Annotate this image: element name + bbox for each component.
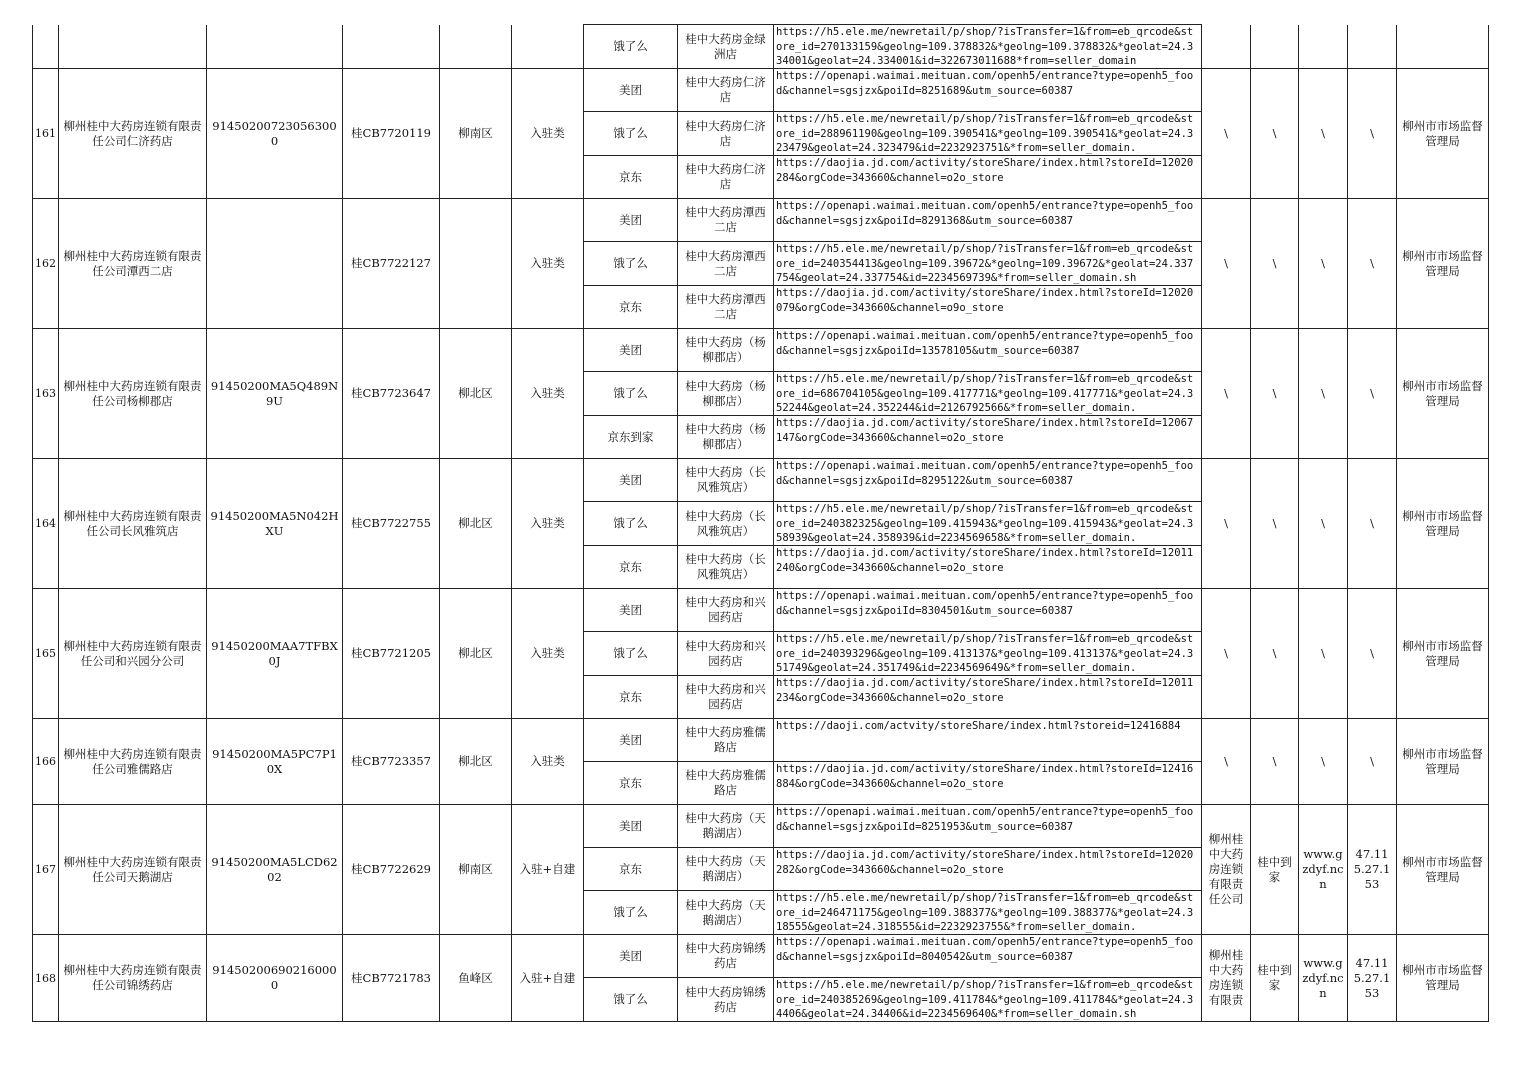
cell-license: 桂CB7722629 bbox=[343, 805, 440, 935]
cell-website-name: \ bbox=[1251, 69, 1299, 199]
cell-license: 桂CB7721205 bbox=[343, 589, 440, 719]
cell-platform: 美团 bbox=[584, 805, 678, 848]
cell-type: 入驻+自建 bbox=[512, 935, 584, 1022]
cell-shop-name: 桂中大药房仁济店 bbox=[678, 156, 774, 199]
cell-ip: \ bbox=[1348, 329, 1397, 459]
cell-shop-name: 桂中大药房锦绣药店 bbox=[678, 978, 774, 1022]
cell-url bbox=[774, 156, 1202, 199]
cell-url bbox=[774, 502, 1202, 546]
cell-credit-code: 91450200MAA7TFBX0J bbox=[207, 589, 343, 719]
cell-website-host: \ bbox=[1202, 589, 1251, 719]
cell-website-host: 柳州桂中大药房连锁有限责 bbox=[1202, 935, 1251, 1022]
cell-shop-name: 桂中大药房（杨柳郡店） bbox=[678, 372, 774, 416]
cell-company: 柳州桂中大药房连锁有限责任公司天鹅湖店 bbox=[59, 805, 207, 935]
cell-website-host: \ bbox=[1202, 329, 1251, 459]
cell-url bbox=[774, 199, 1202, 242]
cell-website-host: \ bbox=[1202, 199, 1251, 329]
cell-shop-name: 桂中大药房仁济店 bbox=[678, 69, 774, 112]
cell-company: 柳州桂中大药房连锁有限责任公司和兴园分公司 bbox=[59, 589, 207, 719]
cell-platform: 美团 bbox=[584, 719, 678, 762]
cell-domain: www.gzdyf.ncn bbox=[1299, 935, 1348, 1022]
cell-company bbox=[59, 25, 207, 69]
cell-authority: 柳州市市场监督管理局 bbox=[1397, 589, 1489, 719]
url-text: https://openapi.waimai.meituan.com/openh5/entrance?type=openh5_food&channel=sgsjzx&poiId=8291368&utm_source=60387 bbox=[776, 200, 1194, 227]
cell-type: 入驻类 bbox=[512, 329, 584, 459]
cell-type: 入驻类 bbox=[512, 199, 584, 329]
cell-url bbox=[774, 112, 1202, 156]
document-page bbox=[32, 24, 1488, 1022]
cell-type: 入驻类 bbox=[512, 69, 584, 199]
cell-url bbox=[774, 978, 1202, 1022]
cell-platform: 饿了么 bbox=[584, 25, 678, 69]
cell-shop-name: 桂中大药房雅儒路店 bbox=[678, 762, 774, 805]
cell-shop-name: 桂中大药房（杨柳郡店） bbox=[678, 416, 774, 459]
cell-company: 柳州桂中大药房连锁有限责任公司仁济药店 bbox=[59, 69, 207, 199]
cell-district bbox=[440, 25, 512, 69]
cell-license bbox=[343, 25, 440, 69]
cell-platform: 美团 bbox=[584, 589, 678, 632]
cell-authority: 柳州市市场监督管理局 bbox=[1397, 199, 1489, 329]
cell-license: 桂CB7721783 bbox=[343, 935, 440, 1022]
cell-credit-code bbox=[207, 25, 343, 69]
cell-url bbox=[774, 676, 1202, 719]
cell-district: 柳南区 bbox=[440, 69, 512, 199]
cell-credit-code: 914502007230563000 bbox=[207, 69, 343, 199]
cell-url bbox=[774, 242, 1202, 286]
cell-no: 163 bbox=[33, 329, 59, 459]
cell-no: 165 bbox=[33, 589, 59, 719]
cell-district: 柳南区 bbox=[440, 805, 512, 935]
cell-url bbox=[774, 459, 1202, 502]
cell-no: 166 bbox=[33, 719, 59, 805]
cell-ip: \ bbox=[1348, 69, 1397, 199]
cell-url bbox=[774, 372, 1202, 416]
cell-url bbox=[774, 25, 1202, 69]
cell-website-host bbox=[1202, 25, 1251, 69]
cell-shop-name: 桂中大药房（杨柳郡店） bbox=[678, 329, 774, 372]
cell-credit-code: 91450200MA5LCD6202 bbox=[207, 805, 343, 935]
cell-authority: 柳州市市场监督管理局 bbox=[1397, 69, 1489, 199]
cell-type: 入驻类 bbox=[512, 719, 584, 805]
cell-platform: 美团 bbox=[584, 935, 678, 978]
cell-no: 164 bbox=[33, 459, 59, 589]
cell-shop-name: 桂中大药房（天鹅湖店） bbox=[678, 891, 774, 935]
cell-shop-name: 桂中大药房仁济店 bbox=[678, 112, 774, 156]
cell-district: 柳北区 bbox=[440, 459, 512, 589]
cell-website-name: 桂中到家 bbox=[1251, 805, 1299, 935]
cell-shop-name: 桂中大药房和兴园药店 bbox=[678, 632, 774, 676]
cell-url bbox=[774, 719, 1202, 762]
table-row bbox=[33, 329, 1489, 372]
cell-license: 桂CB7722755 bbox=[343, 459, 440, 589]
cell-shop-name: 桂中大药房雅儒路店 bbox=[678, 719, 774, 762]
cell-credit-code: 91450200MA5Q489N9U bbox=[207, 329, 343, 459]
cell-type: 入驻类 bbox=[512, 459, 584, 589]
cell-website-name: \ bbox=[1251, 719, 1299, 805]
cell-url bbox=[774, 416, 1202, 459]
table-row bbox=[33, 805, 1489, 848]
cell-platform: 美团 bbox=[584, 69, 678, 112]
cell-authority: 柳州市市场监督管理局 bbox=[1397, 935, 1489, 1022]
cell-no: 167 bbox=[33, 805, 59, 935]
cell-type: 入驻+自建 bbox=[512, 805, 584, 935]
url-text: https://daojia.jd.com/activity/storeShare/index.html?storeId=12020282&orgCode=343660&channel=o2o_store bbox=[776, 849, 1194, 876]
table-row bbox=[33, 719, 1489, 762]
cell-website-name: \ bbox=[1251, 459, 1299, 589]
cell-authority bbox=[1397, 25, 1489, 69]
cell-license: 桂CB7722127 bbox=[343, 199, 440, 329]
table-body bbox=[33, 25, 1489, 1022]
table-row bbox=[33, 199, 1489, 242]
url-text: https://openapi.waimai.meituan.com/openh5/entrance?type=openh5_food&channel=sgsjzx&poiId=13578105&utm_source=60387 bbox=[776, 330, 1194, 357]
cell-no: 168 bbox=[33, 935, 59, 1022]
cell-no: 162 bbox=[33, 199, 59, 329]
cell-domain: \ bbox=[1299, 199, 1348, 329]
url-text: https://h5.ele.me/newretail/p/shop/?isTransfer=1&from=eb_qrcode&store_id=270133159&geolng=109.378832&*geolng=109.378832&*geolat=24.334001&geolat=24.334001&id=322673011688*from=seller_domain bbox=[776, 26, 1194, 67]
url-text: https://h5.ele.me/newretail/p/shop/?isTransfer=1&from=eb_qrcode&store_id=240385269&geolng=109.411784&*geolng=109.411784&*geolat=24.34406&geolat=24.34406&id=2234569640&*from=seller_domain.sh bbox=[776, 979, 1194, 1020]
cell-authority: 柳州市市场监督管理局 bbox=[1397, 719, 1489, 805]
cell-shop-name: 桂中大药房潭西二店 bbox=[678, 199, 774, 242]
url-text: https://openapi.waimai.meituan.com/openh5/entrance?type=openh5_food&channel=sgsjzx&poiId=8295122&utm_source=60387 bbox=[776, 460, 1194, 487]
cell-platform: 美团 bbox=[584, 329, 678, 372]
cell-shop-name: 桂中大药房潭西二店 bbox=[678, 286, 774, 329]
cell-company: 柳州桂中大药房连锁有限责任公司雅儒路店 bbox=[59, 719, 207, 805]
cell-district bbox=[440, 199, 512, 329]
url-text: https://h5.ele.me/newretail/p/shop/?isTransfer=1&from=eb_qrcode&store_id=240382325&geolng=109.415943&*geolng=109.415943&*geolat=24.358939&geolat=24.358939&id=2234569658&*from=seller_domain. bbox=[776, 503, 1194, 544]
cell-url bbox=[774, 546, 1202, 589]
url-text: https://h5.ele.me/newretail/p/shop/?isTransfer=1&from=eb_qrcode&store_id=240393296&geolng=109.413137&*geolng=109.413137&*geolat=24.351749&geolat=24.351749&id=2234569649&*from=seller_domain. bbox=[776, 633, 1194, 674]
url-text: https://openapi.waimai.meituan.com/openh5/entrance?type=openh5_food&channel=sgsjzx&poiId=8251689&utm_source=60387 bbox=[776, 70, 1194, 97]
cell-url bbox=[774, 329, 1202, 372]
cell-domain: \ bbox=[1299, 719, 1348, 805]
url-text: https://h5.ele.me/newretail/p/shop/?isTransfer=1&from=eb_qrcode&store_id=240354413&geolng=109.39672&*geolng=109.39672&*geolat=24.337754&geolat=24.337754&id=2234569739&*from=seller_domain.sh bbox=[776, 243, 1194, 284]
cell-website-name: 桂中到家 bbox=[1251, 935, 1299, 1022]
url-text: https://h5.ele.me/newretail/p/shop/?isTransfer=1&from=eb_qrcode&store_id=686704105&geolng=109.417771&*geolng=109.417771&*geolat=24.352244&geolat=24.352244&id=2126792566&*from=seller_domain. bbox=[776, 373, 1194, 414]
cell-url bbox=[774, 589, 1202, 632]
cell-domain: \ bbox=[1299, 69, 1348, 199]
cell-platform: 京东 bbox=[584, 762, 678, 805]
cell-company: 柳州桂中大药房连锁有限责任公司杨柳郡店 bbox=[59, 329, 207, 459]
cell-ip bbox=[1348, 25, 1397, 69]
cell-platform: 美团 bbox=[584, 199, 678, 242]
url-text: https://openapi.waimai.meituan.com/openh5/entrance?type=openh5_food&channel=sgsjzx&poiId=8304501&utm_source=60387 bbox=[776, 590, 1194, 617]
cell-platform: 饿了么 bbox=[584, 891, 678, 935]
cell-ip: \ bbox=[1348, 719, 1397, 805]
cell-platform: 京东 bbox=[584, 848, 678, 891]
cell-authority: 柳州市市场监督管理局 bbox=[1397, 459, 1489, 589]
table-row bbox=[33, 69, 1489, 112]
cell-website-name: \ bbox=[1251, 589, 1299, 719]
table-row bbox=[33, 589, 1489, 632]
cell-ip: \ bbox=[1348, 199, 1397, 329]
cell-shop-name: 桂中大药房锦绣药店 bbox=[678, 935, 774, 978]
cell-shop-name: 桂中大药房和兴园药店 bbox=[678, 589, 774, 632]
cell-website-host: \ bbox=[1202, 459, 1251, 589]
cell-shop-name: 桂中大药房（天鹅湖店） bbox=[678, 848, 774, 891]
cell-platform: 京东 bbox=[584, 156, 678, 199]
cell-website-name: \ bbox=[1251, 199, 1299, 329]
cell-shop-name: 桂中大药房金绿洲店 bbox=[678, 25, 774, 69]
cell-website-host: \ bbox=[1202, 719, 1251, 805]
cell-url bbox=[774, 848, 1202, 891]
cell-authority: 柳州市市场监督管理局 bbox=[1397, 329, 1489, 459]
cell-url bbox=[774, 762, 1202, 805]
cell-domain: www.gzdyf.ncn bbox=[1299, 805, 1348, 935]
cell-license: 桂CB7723647 bbox=[343, 329, 440, 459]
cell-shop-name: 桂中大药房（长风雅筑店） bbox=[678, 459, 774, 502]
cell-ip: 47.115.27.153 bbox=[1348, 805, 1397, 935]
url-text: https://daojia.jd.com/activity/storeShare/index.html?storeId=12020284&orgCode=343660&channel=o2o_store bbox=[776, 157, 1194, 184]
cell-credit-code: 914502006902160000 bbox=[207, 935, 343, 1022]
cell-company: 柳州桂中大药房连锁有限责任公司锦绣药店 bbox=[59, 935, 207, 1022]
url-text: https://h5.ele.me/newretail/p/shop/?isTransfer=1&from=eb_qrcode&store_id=288961190&geolng=109.390541&*geolng=109.390541&*geolat=24.323479&geolat=24.323479&id=2232923751&*from=seller_domain. bbox=[776, 113, 1194, 154]
cell-shop-name: 桂中大药房（长风雅筑店） bbox=[678, 546, 774, 589]
url-text: https://daojia.jd.com/activity/storeShare/index.html?storeId=12416884&orgCode=343660&channel=o2o_store bbox=[776, 763, 1194, 790]
cell-district: 鱼峰区 bbox=[440, 935, 512, 1022]
url-text: https://daojia.jd.com/activity/storeShare/index.html?storeId=12011240&orgCode=343660&channel=o2o_store bbox=[776, 547, 1194, 574]
cell-url bbox=[774, 805, 1202, 848]
cell-platform: 饿了么 bbox=[584, 632, 678, 676]
cell-shop-name: 桂中大药房和兴园药店 bbox=[678, 676, 774, 719]
table-row-continued bbox=[33, 25, 1489, 69]
url-text: https://openapi.waimai.meituan.com/openh5/entrance?type=openh5_food&channel=sgsjzx&poiId=8251953&utm_source=60387 bbox=[776, 806, 1194, 833]
cell-ip: 47.115.27.153 bbox=[1348, 935, 1397, 1022]
cell-shop-name: 桂中大药房（天鹅湖店） bbox=[678, 805, 774, 848]
cell-platform: 饿了么 bbox=[584, 112, 678, 156]
cell-domain: \ bbox=[1299, 589, 1348, 719]
cell-district: 柳北区 bbox=[440, 589, 512, 719]
cell-shop-name: 桂中大药房（长风雅筑店） bbox=[678, 502, 774, 546]
url-text: https://daojia.jd.com/activity/storeShare/index.html?storeId=12020079&orgCode=343660&channel=o9o_store bbox=[776, 287, 1194, 314]
cell-domain: \ bbox=[1299, 459, 1348, 589]
cell-platform: 饿了么 bbox=[584, 502, 678, 546]
cell-district: 柳北区 bbox=[440, 719, 512, 805]
registry-table bbox=[32, 24, 1489, 1022]
cell-platform: 饿了么 bbox=[584, 242, 678, 286]
cell-company: 柳州桂中大药房连锁有限责任公司潭西二店 bbox=[59, 199, 207, 329]
cell-domain: \ bbox=[1299, 329, 1348, 459]
cell-url bbox=[774, 69, 1202, 112]
cell-district: 柳北区 bbox=[440, 329, 512, 459]
cell-platform: 饿了么 bbox=[584, 978, 678, 1022]
cell-ip: \ bbox=[1348, 589, 1397, 719]
cell-credit-code: 91450200MA5PC7P10X bbox=[207, 719, 343, 805]
cell-platform: 京东到家 bbox=[584, 416, 678, 459]
url-text: https://h5.ele.me/newretail/p/shop/?isTransfer=1&from=eb_qrcode&store_id=246471175&geolng=109.388377&*geolng=109.388377&*geolat=24.318555&geolat=24.318555&id=2232923755&*from=seller_domain. bbox=[776, 892, 1194, 933]
cell-website-name: \ bbox=[1251, 329, 1299, 459]
cell-url bbox=[774, 891, 1202, 935]
cell-no bbox=[33, 25, 59, 69]
cell-shop-name: 桂中大药房潭西二店 bbox=[678, 242, 774, 286]
cell-website-host: 柳州桂中大药房连锁有限责任公司 bbox=[1202, 805, 1251, 935]
cell-website-name bbox=[1251, 25, 1299, 69]
cell-url bbox=[774, 935, 1202, 978]
cell-credit-code bbox=[207, 199, 343, 329]
cell-domain bbox=[1299, 25, 1348, 69]
url-text: https://daojia.jd.com/activity/storeShare/index.html?storeId=12011234&orgCode=343660&channel=o2o_store bbox=[776, 677, 1194, 704]
cell-url bbox=[774, 632, 1202, 676]
cell-platform: 美团 bbox=[584, 459, 678, 502]
cell-url bbox=[774, 286, 1202, 329]
url-text: https://daojia.jd.com/activity/storeShare/index.html?storeId=12067147&orgCode=343660&channel=o2o_store bbox=[776, 417, 1194, 444]
table-row bbox=[33, 935, 1489, 978]
cell-license: 桂CB7720119 bbox=[343, 69, 440, 199]
url-text: https://openapi.waimai.meituan.com/openh5/entrance?type=openh5_food&channel=sgsjzx&poiId=8040542&utm_source=60387 bbox=[776, 936, 1194, 963]
cell-platform: 京东 bbox=[584, 676, 678, 719]
table-row bbox=[33, 459, 1489, 502]
url-text: https://daoji.com/actvity/storeShare/index.html?storeid=12416884 bbox=[776, 720, 1181, 732]
cell-company: 柳州桂中大药房连锁有限责任公司长风雅筑店 bbox=[59, 459, 207, 589]
cell-credit-code: 91450200MA5N042HXU bbox=[207, 459, 343, 589]
cell-platform: 京东 bbox=[584, 286, 678, 329]
cell-type bbox=[512, 25, 584, 69]
cell-no: 161 bbox=[33, 69, 59, 199]
cell-ip: \ bbox=[1348, 459, 1397, 589]
cell-platform: 京东 bbox=[584, 546, 678, 589]
cell-authority: 柳州市市场监督管理局 bbox=[1397, 805, 1489, 935]
cell-website-host: \ bbox=[1202, 69, 1251, 199]
cell-type: 入驻类 bbox=[512, 589, 584, 719]
cell-license: 桂CB7723357 bbox=[343, 719, 440, 805]
cell-platform: 饿了么 bbox=[584, 372, 678, 416]
